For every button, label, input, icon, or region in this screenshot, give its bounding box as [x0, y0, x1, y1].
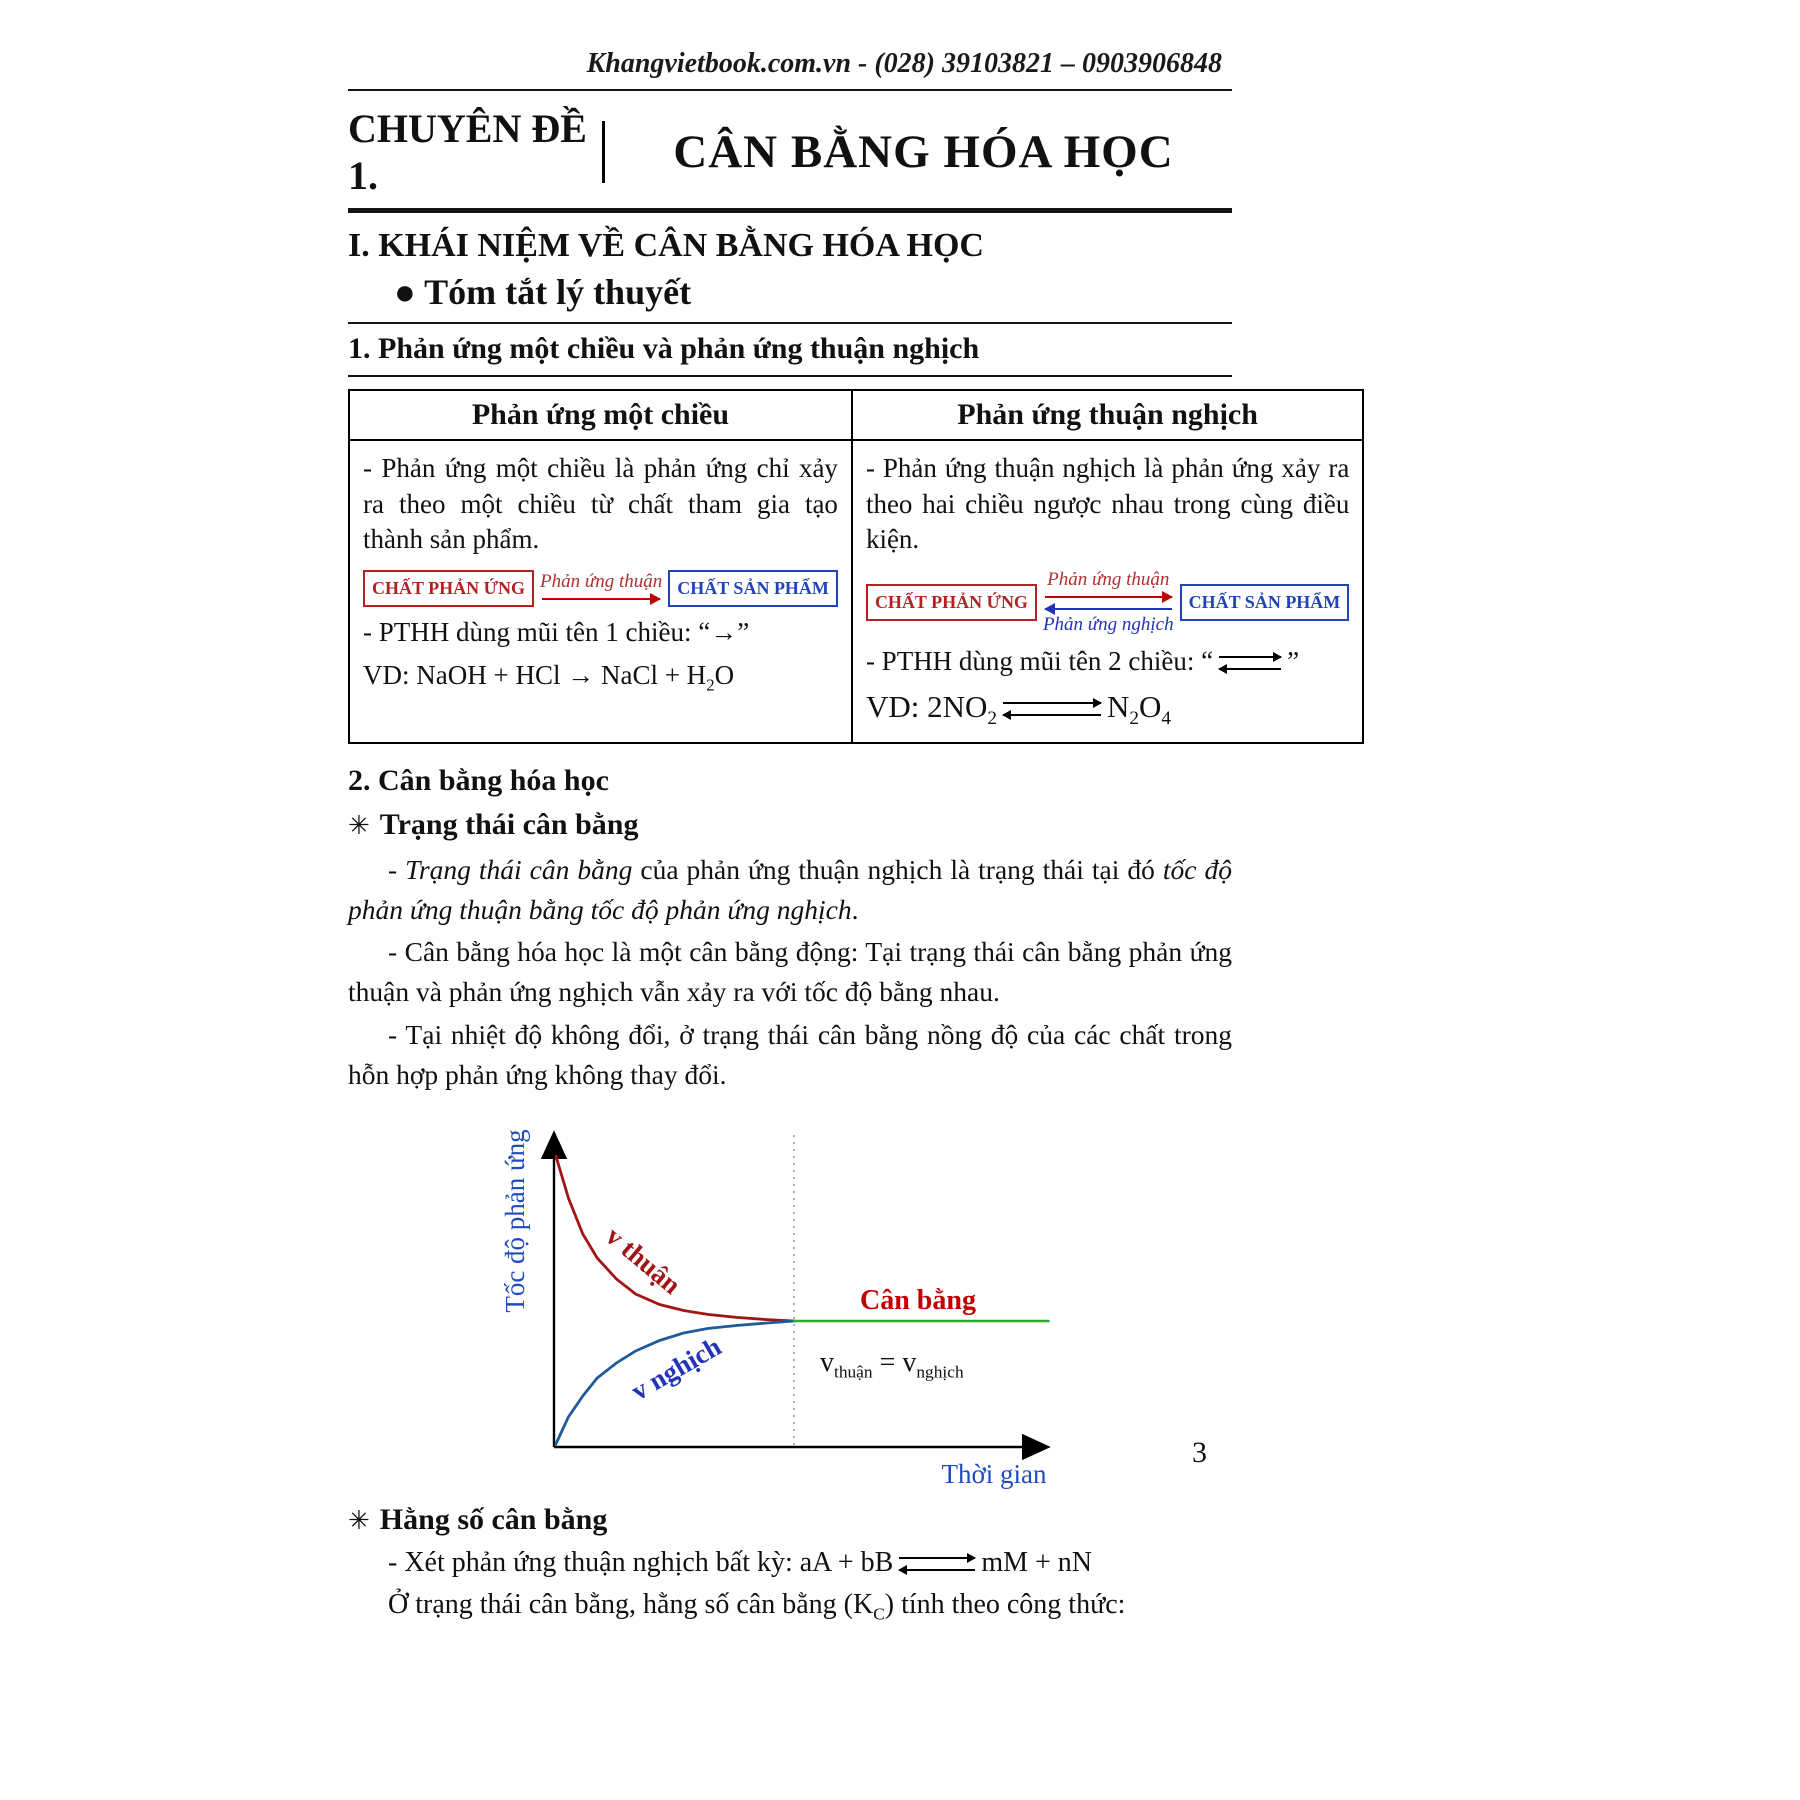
rate-time-chart-svg [494, 1109, 1086, 1493]
one-way-definition: - Phản ứng một chiều là phản ứng chỉ xảy ra theo một chiều từ chất tham gia tạo thành sản phẩm. [363, 453, 838, 555]
one-way-example-text: VD: NaOH + HCl → NaCl + H [363, 659, 707, 690]
reversible-diagram-middle [1037, 570, 1180, 636]
reversible-arrow-note-suffix: ” [1287, 645, 1300, 676]
reactant-box: CHẤT PHẢN ỨNG [866, 584, 1037, 621]
reactant-box: CHẤT PHẢN ỨNG [363, 570, 534, 607]
equilibrium-state-heading [348, 808, 1232, 842]
table-header-reversible: Phản ứng thuận nghịch [852, 390, 1363, 440]
one-way-example-suffix: O [714, 659, 735, 690]
forward-arrow-icon [542, 598, 660, 600]
forward-curve-label: v thuận [600, 1220, 687, 1300]
reversible-example-lhs: VD: $2NO_2$ [865, 688, 997, 729]
equilibrium-constant-heading-label: Hằng số cân bằng [379, 1502, 608, 1536]
title-rule [348, 208, 1232, 213]
reversible-example [866, 689, 1349, 730]
chapter-title-row [348, 105, 1232, 199]
title-divider [602, 121, 605, 183]
italic-term: Trạng thái cân bằng [405, 853, 633, 885]
section-2-heading: 2. Cân bằng hóa học [348, 763, 609, 797]
summary-bullet-heading: ● Tóm tắt lý thuyết [394, 272, 692, 312]
equilibrium-arrows-icon [899, 1554, 975, 1574]
page-number: 3 [1192, 1436, 1207, 1469]
italic-term: tốc độ phản ứng thuận bằng tốc độ phản ứng nghịch [348, 853, 1232, 926]
reverse-arrow-label: Phản ứng nghịch [1042, 613, 1174, 635]
paragraph-constant-concentration: - Tại nhiệt độ không đổi, ở trạng thái cân bằng nồng độ của các chất trong hỗn hợp phản ứng không thay đổi. [348, 1018, 1232, 1090]
rate-time-chart [494, 1109, 1086, 1493]
section-heading: I. KHÁI NIỆM VỀ CÂN BẰNG HÓA HỌC [348, 227, 984, 264]
rate-equality-equation: $v_{thuận} = v_{nghịch}$ [820, 1346, 964, 1382]
asterisk-icon: ✳ [348, 810, 370, 841]
chapter-label: CHUYÊN ĐỀ 1. [348, 106, 587, 198]
product-box: CHẤT SẢN PHẨM [1180, 584, 1350, 621]
x-axis-label: Thời gian [941, 1458, 1047, 1489]
one-way-example [363, 658, 838, 696]
one-way-diagram [363, 570, 838, 607]
asterisk-icon: ✳ [348, 1505, 370, 1536]
reversible-example-rhs: $N_2O_4$ [1106, 688, 1171, 729]
comparison-table [348, 389, 1364, 744]
equilibrium-arrows-icon [1003, 699, 1101, 719]
header-rule [348, 89, 1232, 91]
forward-arrow-icon [1045, 596, 1172, 598]
y-axis-label: Tốc độ phản ứng [500, 1129, 530, 1313]
table-header-one-way: Phản ứng một chiều [349, 390, 852, 440]
equilibrium-label: Cân bằng [860, 1284, 976, 1316]
product-box: CHẤT SẢN PHẨM [668, 570, 838, 607]
reversible-definition: - Phản ứng thuận nghịch là phản ứng xảy ra theo hai chiều ngược nhau trong cùng điều kiện. [865, 453, 1350, 555]
one-way-arrow-note: - PTHH dùng mũi tên 1 chiều: “→” [363, 616, 750, 647]
one-way-diagram-middle [534, 572, 668, 605]
reversible-arrow-note [866, 644, 1349, 679]
forward-rate-curve [556, 1156, 794, 1321]
kc-definition-line: Ở trạng thái cân bằng, hằng số cân bằng $(K_C)$ tính theo công thức: [388, 1588, 1126, 1624]
reverse-curve-label: v nghịch [626, 1330, 727, 1406]
reverse-arrow-icon [1045, 608, 1172, 610]
running-header: Khangvietbook.com.vn - (028) 39103821 – 0903906848 [586, 48, 1222, 79]
one-way-example-subscript: 2 [706, 675, 715, 695]
sub-heading-rule [348, 375, 1232, 377]
sub-heading-1: 1. Phản ứng một chiều và phản ứng thuận nghịch [348, 332, 980, 365]
equilibrium-constant-heading [348, 1503, 1232, 1537]
summary-rule [348, 322, 1232, 324]
chapter-title: CÂN BẰNG HÓA HỌC [673, 126, 1174, 178]
paragraph-equilibrium-state: - Trạng thái cân bằng của phản ứng thuận nghịch là trạng thái tại đó tốc độ phản ứng thuận bằng tốc độ phản ứng nghịch. [348, 853, 1232, 926]
reversible-arrow-note-text: - PTHH dùng mũi tên 2 chiều: “ [865, 645, 1214, 676]
reversible-cell [852, 440, 1363, 743]
one-way-cell [349, 440, 852, 743]
paragraph-dynamic-equilibrium: - Cân bằng hóa học là một cân bằng động: Tại trạng thái cân bằng phản ứng thuận và phản ứng nghịch vẫn xảy ra với tốc độ bằng nhau. [348, 936, 1232, 1008]
page-content [348, 0, 1350, 1624]
equilibrium-arrows-icon [1219, 653, 1281, 673]
forward-arrow-label: Phản ứng thuận [540, 570, 663, 592]
general-reaction-line: - Xét phản ứng thuận nghịch bất kỳ: aA + bB mM + nN [388, 1546, 1093, 1578]
forward-arrow-label: Phản ứng thuận [1047, 568, 1170, 590]
equilibrium-state-heading-label: Trạng thái cân bằng [379, 807, 639, 841]
reversible-diagram [866, 570, 1349, 636]
